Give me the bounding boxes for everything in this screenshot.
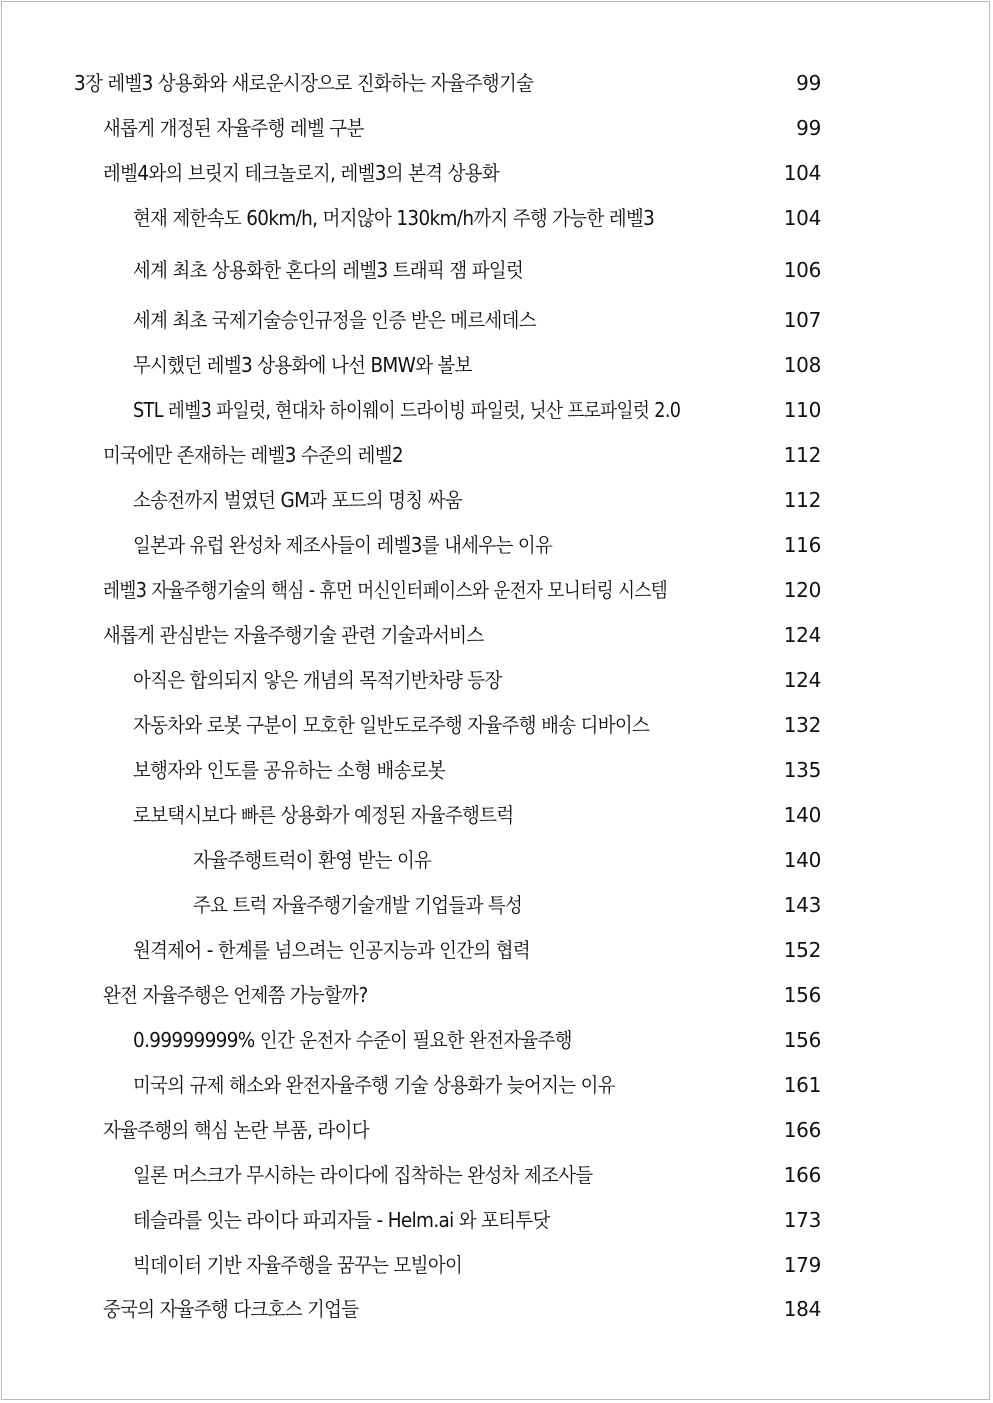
- toc-entry-page: 156: [783, 983, 821, 1007]
- toc-entry-title: 새롭게 개정된 자율주행 레벨 구분: [103, 116, 364, 140]
- toc-section: [2, 1115, 989, 1145]
- toc-entry-page: 116: [783, 533, 821, 557]
- toc-entry-page: 161: [783, 1073, 821, 1097]
- toc-entry-title: 중국의 자율주행 다크호스 기업들: [103, 1297, 359, 1321]
- toc-entry-title: 일본과 유럽 완성차 제조사들이 레벨3를 내세우는 이유: [133, 533, 553, 557]
- toc-section: [2, 113, 989, 143]
- toc-entry-title: 자동차와 로봇 구분이 모호한 일반도로주행 자율주행 배송 디바이스: [133, 713, 650, 737]
- toc-subsection: [2, 485, 989, 515]
- toc-entry-page: 184: [783, 1297, 821, 1321]
- toc-subsection: [2, 350, 989, 380]
- toc-subsection: [2, 395, 989, 425]
- toc-entry-title: 소송전까지 벌였던 GM과 포드의 명칭 싸움: [133, 488, 462, 512]
- document-page: [1, 1, 990, 1400]
- toc-entry-title: 0.99999999% 인간 운전자 수준이 필요한 완전자율주행: [133, 1028, 572, 1052]
- toc-chapter-title: 3장 레벨3 상용화와 새로운시장으로 진화하는 자율주행기술: [74, 71, 534, 95]
- toc-entry-page: 132: [783, 713, 821, 737]
- toc-chapter-heading: [2, 68, 989, 98]
- toc-entry-title: 미국에만 존재하는 레벨3 수준의 레벨2: [103, 443, 403, 467]
- toc-entry-title: 미국의 규제 해소와 완전자율주행 기술 상용화가 늦어지는 이유: [133, 1073, 615, 1097]
- toc-entry-title: 완전 자율주행은 언제쯤 가능할까?: [103, 983, 368, 1007]
- toc-entry-title: 원격제어 - 한계를 넘으려는 인공지능과 인간의 협력: [133, 938, 530, 962]
- toc-entry-page: 112: [783, 443, 821, 467]
- toc-entry-title: 로보택시보다 빠른 상용화가 예정된 자율주행트럭: [133, 803, 514, 827]
- toc-section: [2, 158, 989, 188]
- toc-subsection: [2, 1025, 989, 1055]
- toc-subsection: [2, 755, 989, 785]
- toc-subsection: [2, 665, 989, 695]
- toc-entry-page: 179: [783, 1253, 821, 1277]
- toc-entry-page: 106: [783, 258, 821, 282]
- toc-entry-title: 빅데이터 기반 자율주행을 꿈꾸는 모빌아이: [133, 1253, 463, 1277]
- toc-subsection: [2, 530, 989, 560]
- toc-sub-subsection: [2, 845, 989, 875]
- toc-entry-page: 107: [783, 308, 821, 332]
- toc-entry-title: 레벨3 자율주행기술의 핵심 - 휴먼 머신인터페이스와 운전자 모니터링 시스템: [103, 578, 668, 602]
- toc-entry-page: 152: [783, 938, 821, 962]
- toc-entry-page: 104: [783, 161, 821, 185]
- table-of-contents: [2, 2, 989, 1399]
- toc-entry-page: 140: [783, 803, 821, 827]
- toc-entry-page: 173: [783, 1208, 821, 1232]
- toc-entry-page: 140: [783, 848, 821, 872]
- toc-subsection: [2, 800, 989, 830]
- toc-entry-title: 자율주행트럭이 환영 받는 이유: [193, 848, 432, 872]
- toc-section: [2, 980, 989, 1010]
- toc-entry-title: 테슬라를 잇는 라이다 파괴자들 - Helm.ai 와 포티투닷: [133, 1208, 550, 1232]
- toc-entry-title: 아직은 합의되지 앟은 개념의 목적기반차량 등장: [133, 668, 502, 692]
- toc-entry-title: STL 레벨3 파일럿, 현대차 하이웨이 드라이빙 파일럿, 닛산 프로파일럿 2.0: [133, 398, 681, 422]
- toc-entry-page: 166: [783, 1163, 821, 1187]
- toc-entry-title: 현재 제한속도 60km/h, 머지않아 130km/h까지 주행 가능한 레벨3: [133, 206, 655, 230]
- toc-subsection: [2, 1205, 989, 1235]
- toc-entry-title: 새롭게 관심받는 자율주행기술 관련 기술과서비스: [103, 623, 484, 647]
- toc-section: [2, 575, 989, 605]
- toc-entry-page: 108: [783, 353, 821, 377]
- toc-entry-page: 110: [783, 398, 821, 422]
- toc-entry-page: 104: [783, 206, 821, 230]
- toc-entry-title: 주요 트럭 자율주행기술개발 기업들과 특성: [193, 893, 523, 917]
- toc-entry-page: 120: [783, 578, 821, 602]
- toc-entry-page: 166: [783, 1118, 821, 1142]
- toc-entry-title: 보행자와 인도를 공유하는 소형 배송로봇: [133, 758, 446, 782]
- toc-entry-page: 143: [783, 893, 821, 917]
- toc-sub-subsection: [2, 890, 989, 920]
- toc-subsection: [2, 1250, 989, 1280]
- toc-entry-page: 99: [796, 116, 821, 140]
- toc-entry-title: 세계 최초 상용화한 혼다의 레벨3 트래픽 잼 파일럿: [133, 258, 524, 282]
- toc-entry-page: 112: [783, 488, 821, 512]
- toc-entry-title: 레벨4와의 브릿지 테크놀로지, 레벨3의 본격 상용화: [103, 161, 499, 185]
- toc-entry-title: 세계 최초 국제기술승인규정을 인증 받은 메르세데스: [133, 308, 536, 332]
- toc-entry-title: 무시했던 레벨3 상용화에 나선 BMW와 볼보: [133, 353, 472, 377]
- toc-entry-page: 124: [783, 623, 821, 647]
- toc-subsection: [2, 255, 989, 285]
- toc-section: [2, 1294, 989, 1324]
- toc-subsection: [2, 935, 989, 965]
- toc-entry-page: 135: [783, 758, 821, 782]
- toc-entry-page: 124: [783, 668, 821, 692]
- toc-section: [2, 440, 989, 470]
- toc-subsection: [2, 203, 989, 233]
- toc-section: [2, 620, 989, 650]
- toc-subsection: [2, 305, 989, 335]
- toc-subsection: [2, 1160, 989, 1190]
- toc-entry-title: 자율주행의 핵심 논란 부품, 라이다: [103, 1118, 369, 1142]
- toc-chapter-page: 99: [796, 71, 821, 95]
- toc-entry-title: 일론 머스크가 무시하는 라이다에 집착하는 완성차 제조사들: [133, 1163, 593, 1187]
- toc-subsection: [2, 1070, 989, 1100]
- toc-subsection: [2, 710, 989, 740]
- toc-entry-page: 156: [783, 1028, 821, 1052]
